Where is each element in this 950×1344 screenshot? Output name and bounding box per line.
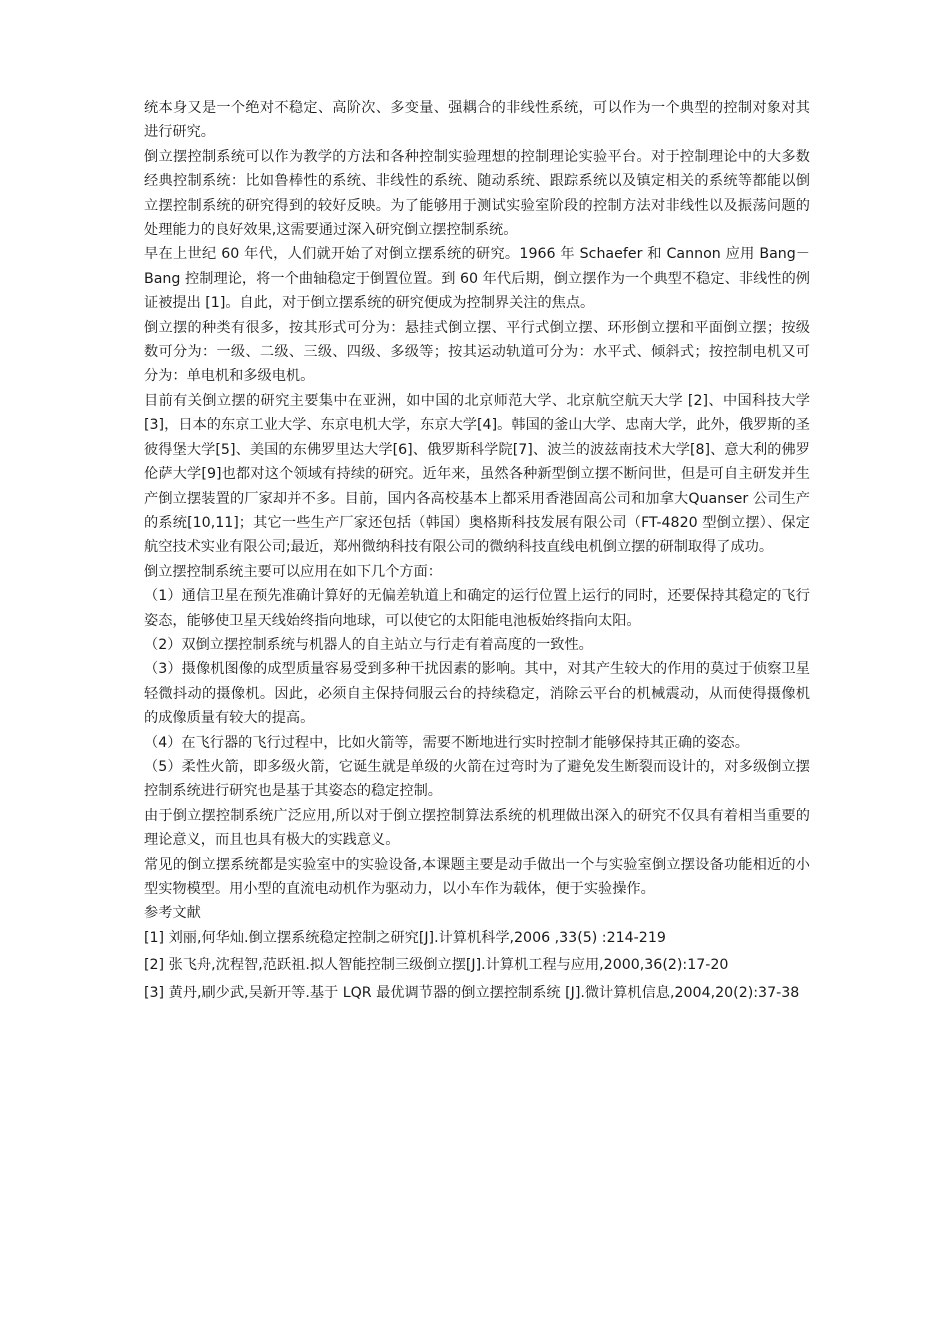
references-heading: 参考文献 (144, 905, 201, 922)
list-item: （3）摄像机图像的成型质量容易受到多种干扰因素的影响。其中，对其产生较大的作用的莫过于侦察卫星轻微抖动的摄像机。因此，必须自主保持伺服云台的持续稳定，消除云平台的机械震动，从而使得摄像机的成像质量有较大的提高。 (144, 661, 810, 727)
list-item: （1）通信卫星在预先准确计算好的无偏差轨道上和确定的运行位置上运行的同时，还要保持其稳定的飞行姿态，能够使卫星天线始终指向地球，可以使它的太阳能电池板始终指向太阳。 (144, 588, 810, 629)
list-item: （2）双倒立摆控制系统与机器人的自主站立与行走有着高度的一致性。 (144, 636, 593, 653)
list-item: （4）在飞行器的飞行过程中，比如火箭等，需要不断地进行实时控制才能够保持其正确的姿态。 (144, 734, 749, 751)
document-body (144, 96, 810, 1008)
paragraph: 倒立摆控制系统可以作为教学的方法和各种控制实验理想的控制理论实验平台。对于控制理论中的大多数经典控制系统：比如鲁棒性的系统、非线性的系统、随动系统、跟踪系统以及镇定相关的系统等都能以倒立摆控制系统的研究得到的较好反映。为了能够用于测试实验室阶段的控制方法对非线性以及振荡问题的处理能力的良好效果,这需要通过深入研究倒立摆控制系统。 (144, 148, 810, 239)
reference-item: [1] 刘丽,何华灿.倒立摆系统稳定控制之研究[J].计算机科学,2006 ,33(5) :214-219 (144, 929, 666, 946)
paragraph: 目前有关倒立摆的研究主要集中在亚洲，如中国的北京师范大学、北京航空航天大学 [2]、中国科技大学[3]，日本的东京工业大学、东京电机大学，东京大学[4]。韩国的釜山大学、忠南大学，此外，俄罗斯的圣彼得堡大学[5]、美国的东佛罗里达大学[6]、俄罗斯科学院[7]、波兰的波兹南技术大学[8]、意大利的佛罗伦萨大学[9]也都对这个领域有持续的研究。近年来，虽然各种新型倒立摆不断问世，但是可自主研发并生产倒立摆装置的厂家却并不多。目前，国内各高校基本上都采用香港固高公司和加拿大Quanser 公司生产的系统[10,11]；其它一些生产厂家还包括（韩国）奥格斯科技发展有限公司（FT-4820 型倒立摆）、保定航空技术实业有限公司;最近，郑州微纳科技有限公司的微纳科技直线电机倒立摆的研制取得了成功。 (144, 392, 810, 556)
paragraph: 早在上世纪 60 年代，人们就开始了对倒立摆系统的研究。1966 年 Schaefer 和 Cannon 应用 Bang－Bang 控制理论，将一个曲轴稳定于倒置位置。到 60 年代后期，倒立摆作为一个典型不稳定、非线性的例证被提出 [1]。自此，对于倒立摆系统的研究便成为控制界关注的焦点。 (144, 246, 810, 312)
reference-item: [3] 黄丹,刷少武,吴新开等.基于 LQR 最优调节器的倒立摆控制系统 [J].微计算机信息,2004,20(2):37-38 (144, 984, 800, 1001)
reference-item: [2] 张飞舟,沈程智,范跃祖.拟人智能控制三级倒立摆[J].计算机工程与应用,2000,36(2):17-20 (144, 957, 729, 974)
paragraph: 统本身又是一个绝对不稳定、高阶次、多变量、强耦合的非线性系统，可以作为一个典型的控制对象对其进行研究。 (144, 100, 810, 141)
paragraph: 倒立摆的种类有很多，按其形式可分为：悬挂式倒立摆、平行式倒立摆、环形倒立摆和平面倒立摆；按级数可分为：一级、二级、三级、四级、多级等；按其运动轨道可分为：水平式、倾斜式；按控制电机又可分为：单电机和多级电机。 (144, 319, 810, 385)
paragraph: 倒立摆控制系统主要可以应用在如下几个方面： (144, 563, 442, 580)
paragraph: 由于倒立摆控制系统广泛应用,所以对于倒立摆控制算法系统的机理做出深入的研究不仅具有着相当重要的理论意义，而且也具有极大的实践意义。 (144, 807, 810, 849)
paragraph: 常见的倒立摆系统都是实验室中的实验设备,本课题主要是动手做出一个与实验室倒立摆设备功能相近的小型实物模型。用小型的直流电动机作为驱动力，以小车作为载体，便于实验操作。 (144, 856, 810, 897)
list-item: （5）柔性火箭，即多级火箭，它诞生就是单级的火箭在过弯时为了避免发生断裂而设计的，对多级倒立摆控制系统进行研究也是基于其姿态的稳定控制。 (144, 758, 810, 800)
